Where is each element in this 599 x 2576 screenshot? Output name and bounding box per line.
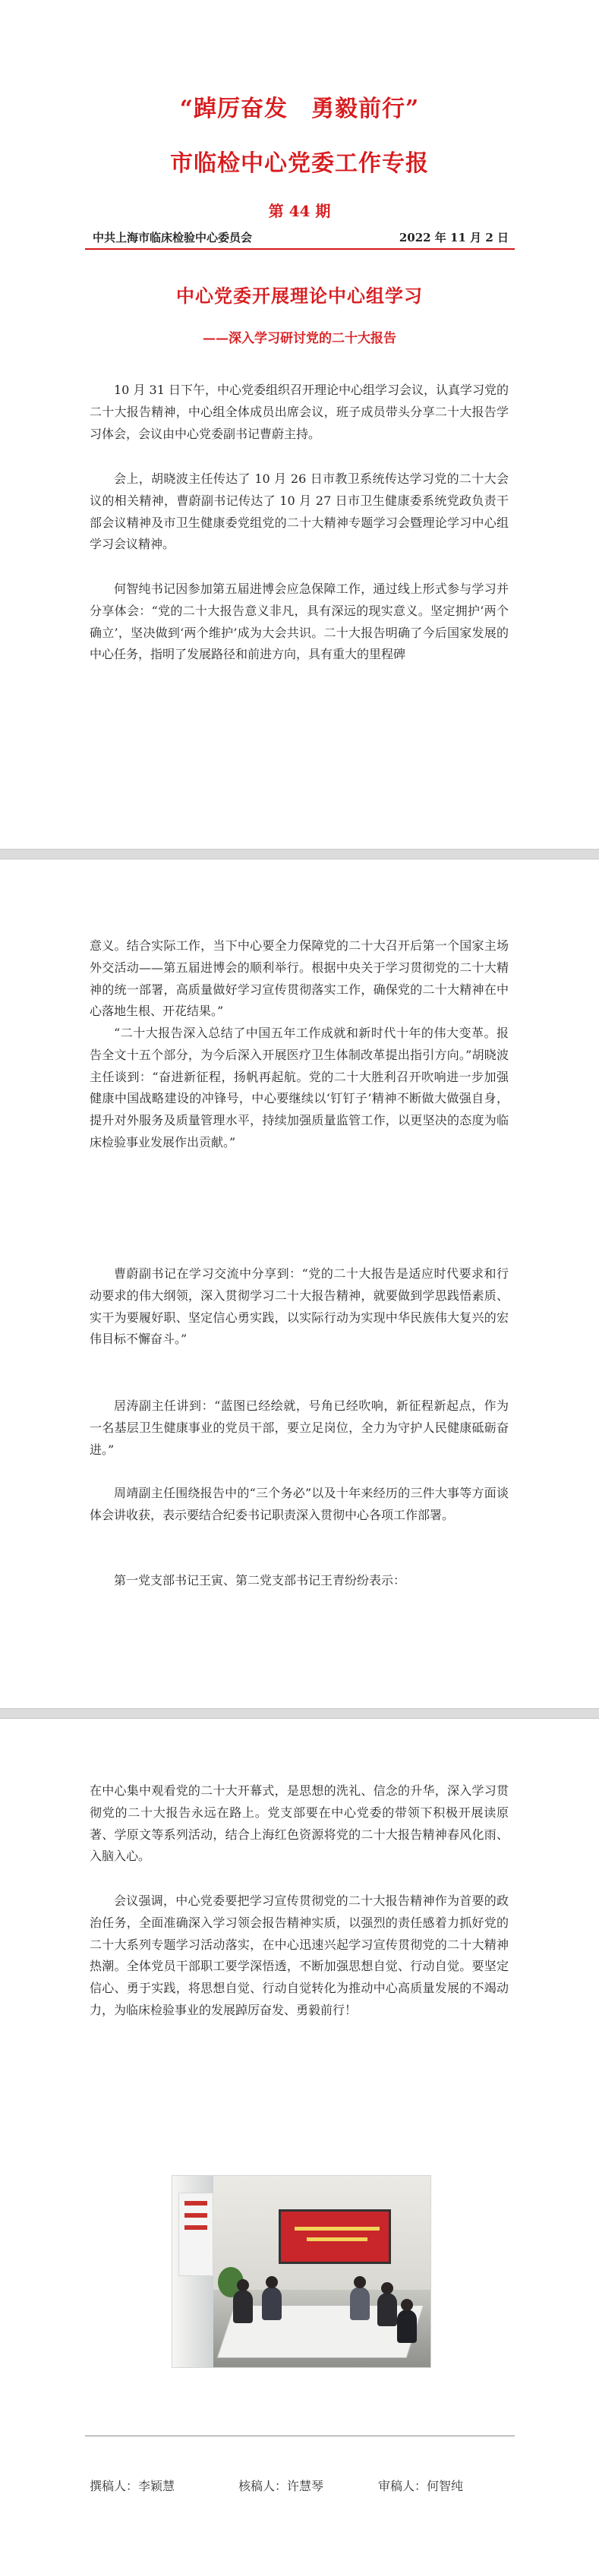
red-divider-line [85,248,515,250]
footer-credits [90,2477,515,2495]
masthead-info-row [93,229,509,246]
bulletin-name: 市临检中心党委工作专报 [170,150,429,177]
paragraph-he-zhichun-part2: 意义。结合实际工作，当下中心要全力保障党的二十大召开后第一个国家主场外交活动——第五届进博会的顺利举行。根据中央关于学习贯彻党的二十大精神的统一部署，高质量做好学习宣传贯彻落实工作，确保党的二十大精神在中心落地生根、开花结果。” [90,938,509,1019]
paragraph-he-zhichun-part1: 何智纯书记因参加第五届进博会应急保障工作，通过线上形式参与学习并分享体会：“党的二十大报告意义非凡，具有深远的现实意义。坚定拥护‘两个确立’，坚决做到‘两个维护’成为大会共识。二十大报告明确了今后国家发展的中心任务，指明了发展路径和前进方向，具有重大的里程碑 [90,582,509,662]
approver-credit: 审稿人：何智纯 [378,2479,464,2493]
writer-credit: 撰稿人：李颖慧 [90,2479,175,2493]
reviewer-credit: 核稿人：许慧琴 [238,2479,324,2493]
paragraph-meeting-emphasis: 会议强调，中心党委要把学习宣传贯彻党的二十大报告精神作为首要的政治任务，全面准确深入学习领会报告精神实质，以强烈的责任感着力抓好党的二十大系列专题学习活动落实，在中心迅速兴起学习宣传贯彻党的二十大精神热潮。全体党员干部职工要学深悟透，不断加强思想自觉、行动自觉。要坚定信心、勇于实践，将思想自觉、行动自觉转化为推动中心高质量发展的不竭动力，为临床检验事业的发展踔厉奋发、勇毅前行！ [90,1893,509,2017]
paragraph-zhou-jing: 周靖副主任围绕报告中的“三个务必”以及十年来经历的三件大事等方面谈体会讲收获，表示要结合纪委书记职责深入贯彻中心各项工作部署。 [90,1486,509,1522]
paragraph-relay-spirit: 会上，胡晓波主任传达了 10 月 26 日市教卫系统传达学习党的二十大会议的相关精神，曹蔚副书记传达了 10 月 27 日市卫生健康委系统党政负责干部会议精神及市卫生健康委党组党的二十大精神专题学习会暨理论学习中心组学习会议精神。 [90,471,509,552]
paragraph-hu-xiaobo: “二十大报告深入总结了中国五年工作成就和新时代十年的伟大变革。报告全文十五个部分，为今后深入开展医疗卫生体制改革提出指引方向。”胡晓波主任谈到：“奋进新征程，扬帆再起航。党的二十大胜利召开吹响进一步加强健康中国战略建设的冲锋号，中心要继续以‘钉钉子’精神不断做大做强自身，提升对外服务及质量管理水平，持续加强质量监管工作，以更坚决的态度为临床检验事业发展作出贡献。” [90,1026,509,1149]
paragraph-cao-wei: 曹蔚副书记在学习交流中分享到：“党的二十大报告是适应时代要求和行动要求的伟大纲领，深入贯彻学习二十大报告精神，就要做到学思践悟素质、实干为要履好职、坚定信心勇实践，以实际行动为实现中华民族伟大复兴的宏伟目标不懈奋斗。” [90,1266,509,1347]
projection-screen [279,2209,391,2264]
meeting-photo [172,2175,431,2368]
paragraph-branch-secretaries-part2: 在中心集中观看党的二十大开幕式，是思想的洗礼、信念的升华，深入学习贯彻党的二十大报告永远在路上。党支部要在中心党委的带领下积极开展读原著、学原文等系列活动，结合上海红色资源将党的二十大报告精神春风化雨、入脑入心。 [90,1783,509,1864]
publisher-name: 中共上海市临床检验中心委员会 [93,231,253,244]
publish-date: 2022 年 11 月 2 日 [399,231,509,244]
paragraph-ju-tao: 居涛副主任讲到：“蓝图已经绘就，号角已经吹响，新征程新起点，作为一名基层卫生健康事业的党员干部，要立足岗位，全力为守护人民健康砥砺奋进。” [90,1398,509,1457]
paragraph-meeting-intro: 10 月 31 日下午，中心党委组织召开理论中心组学习会议，认真学习党的二十大报告精神，中心组全体成员出席会议，班子成员带头分享二十大报告学习体会，会议由中心党委副书记曹蔚主持。 [90,383,509,441]
article-subtitle: ——深入学习研讨党的二十大报告 [203,331,396,346]
issue-number: 第 44 期 [268,202,331,220]
page-separator [0,1708,599,1719]
paragraph-branch-secretaries-part1: 第一党支部书记王寅、第二党支部书记王青纷纷表示： [114,1573,406,1588]
article-title: 中心党委开展理论中心组学习 [176,285,423,307]
page-separator [0,849,599,859]
slogan-heading: “踔厉奋发 勇毅前行” [179,96,420,122]
